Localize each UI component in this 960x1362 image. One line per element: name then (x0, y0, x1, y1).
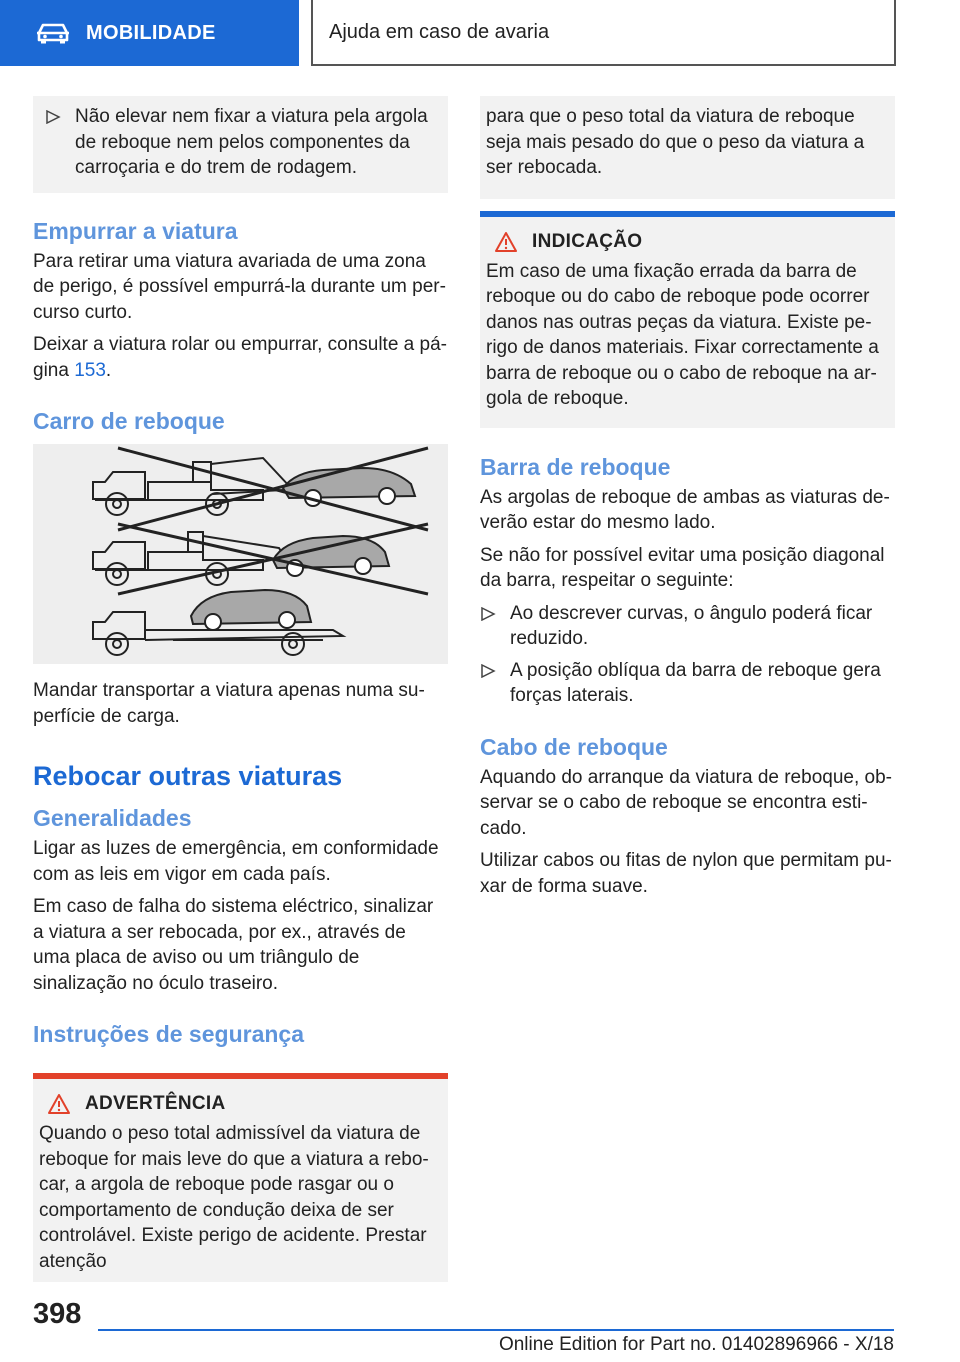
list-item-text: A posição oblíqua da barra de reboque gera forças laterais. (510, 659, 881, 706)
notice-title: INDICAÇÃO (532, 230, 643, 252)
paragraph-text: . (105, 359, 112, 381)
notice-text: Em caso de uma fixação errada da barra de reboque ou do cabo de reboque pode ocorrer danos nas outras peças da viatura. Existe perigo de danos materiais. Fixar correctamente a barra de reboque ou o cabo de reboque na argola de reboque. (486, 260, 879, 409)
bullet-triangle-icon (480, 607, 496, 621)
left-column (33, 96, 448, 1282)
paragraph-with-link (33, 332, 448, 383)
section-heading-safety: Instruções de segurança (33, 1021, 304, 1047)
section-label: MOBILIDADE (86, 21, 216, 44)
bullet-triangle-icon (45, 110, 61, 124)
warning-text-cont: para que o peso total da viatura de reboque seja mais pesado do que o peso da viatura a ser rebocada. (486, 106, 865, 178)
warning-triangle-icon (47, 1093, 71, 1115)
page-number: 398 (33, 1298, 82, 1330)
warning-continuation-box (33, 96, 448, 193)
list-item-text: Não elevar nem fixar a viatura pela argola de reboque nem pelos componentes da carroçaria e do trem de rodagem. (75, 106, 428, 178)
notice-triangle-icon (494, 231, 518, 253)
paragraph: Utilizar cabos ou fitas de nylon que permitam puxar de forma suave. (480, 850, 892, 897)
paragraph: As argolas de reboque de ambas as viaturas deverão estar do mesmo lado. (480, 486, 890, 533)
figure-caption: Mandar transportar a viatura apenas numa superfície de carga. (33, 680, 425, 727)
page-link[interactable]: 153 (74, 359, 106, 381)
car-icon (36, 22, 70, 44)
warning-continuation-box (480, 96, 895, 199)
bullet-list (480, 601, 895, 709)
paragraph: Ligar as luzes de emergência, em conformidade com as leis em vigor em cada país. (33, 838, 439, 885)
paragraph: Em caso de falha do sistema eléctrico, sinalizar a viatura a ser rebocada, por ex., através de uma placa de aviso ou um triângulo de sinalização no óculo traseiro. (33, 896, 434, 994)
list-item (480, 658, 895, 709)
footer-edition: Online Edition for Part no. 01402896966 - X/18 (498, 1334, 894, 1355)
warning-title: ADVERTÊNCIA (85, 1093, 226, 1114)
warning-box (33, 1073, 448, 1282)
list-item-text: Ao descrever curvas, o ângulo poderá ficar reduzido. (510, 602, 873, 649)
section-heading-push: Empurrar a viatura (33, 217, 238, 244)
page-title: Ajuda em caso de avaria (329, 20, 550, 43)
paragraph: Aquando do arranque da viatura de reboque, observar se o cabo de reboque se encontra esticado. (480, 766, 892, 839)
right-column (480, 96, 895, 906)
page-title-box (311, 0, 896, 66)
tow-truck-illustration (33, 444, 448, 664)
notice-box (480, 211, 895, 428)
section-heading-tow-bar: Barra de reboque (480, 453, 671, 480)
footer-divider (98, 1329, 894, 1331)
section-heading-tow-car: Carro de reboque (33, 408, 225, 434)
section-heading-tow-cable: Cabo de reboque (480, 733, 668, 760)
paragraph: Se não for possível evitar uma posição diagonal da barra, respeitar o seguinte: (480, 544, 885, 591)
warning-text: Quando o peso total admissível da viatura de reboque for mais leve do que a viatura a rebocar, a argola de reboque pode rasgar ou o comportamento de condução deixa de ser controlável. Existe perigo de acidente. Prestar atenção (39, 1123, 429, 1272)
paragraph: Para retirar uma viatura avariada de uma zona de perigo, é possível empurrá-la durante um percurso curto. (33, 250, 446, 323)
paragraph-text: Deixar a viatura rolar ou empurrar, consulte a página (33, 334, 447, 381)
list-item (480, 601, 895, 652)
chapter-heading: Rebocar outras viaturas (33, 761, 343, 791)
section-heading-general: Generalidades (33, 805, 192, 831)
section-tab (0, 0, 299, 66)
list-item (45, 104, 432, 181)
bullet-triangle-icon (480, 664, 496, 678)
